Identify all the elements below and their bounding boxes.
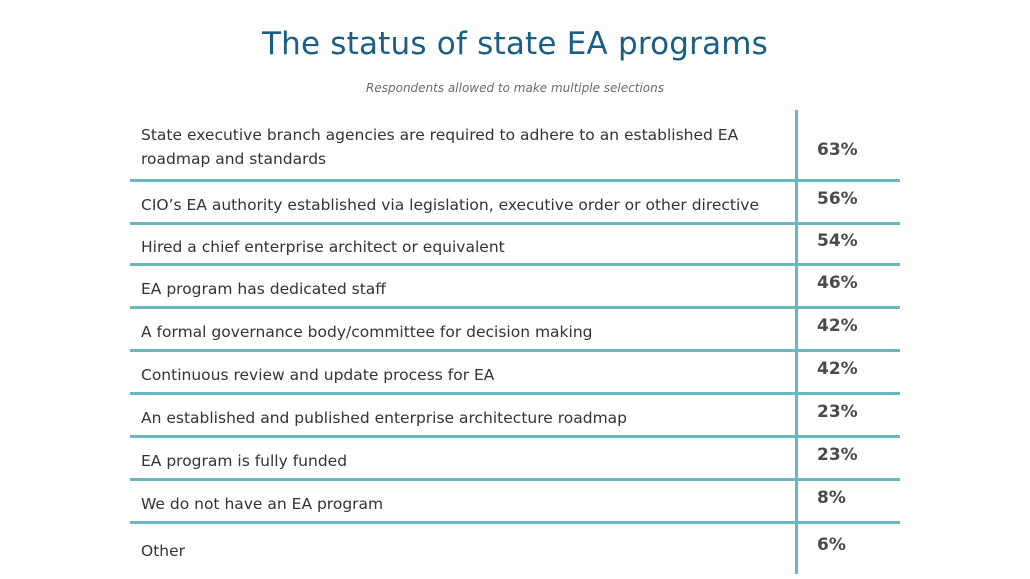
table-row bbox=[130, 308, 900, 351]
row-value: 23% bbox=[817, 401, 858, 422]
row-label: A formal governance body/committee for decision making bbox=[141, 322, 593, 341]
chart-subtitle: Respondents allowed to make multiple selections bbox=[366, 81, 664, 95]
row-label: We do not have an EA program bbox=[141, 494, 384, 513]
row-value: 8% bbox=[817, 487, 846, 508]
results-table bbox=[130, 110, 900, 574]
table-row bbox=[130, 437, 900, 480]
row-label: Other bbox=[141, 541, 186, 560]
row-label: EA program is fully funded bbox=[141, 451, 348, 470]
row-label: An established and published enterprise architecture roadmap bbox=[141, 408, 628, 427]
table-row bbox=[130, 394, 900, 437]
row-value: 6% bbox=[817, 534, 846, 555]
row-value: 42% bbox=[817, 358, 858, 379]
row-value: 54% bbox=[817, 230, 858, 251]
row-value: 46% bbox=[817, 272, 858, 293]
table-row bbox=[130, 523, 900, 574]
table-row bbox=[130, 265, 900, 308]
row-label: Continuous review and update process for EA bbox=[141, 365, 495, 384]
table-row bbox=[130, 181, 900, 224]
row-label: CIO’s EA authority established via legislation, executive order or other directive bbox=[141, 195, 760, 214]
row-label: Hired a chief enterprise architect or equivalent bbox=[141, 237, 505, 256]
row-value: 23% bbox=[817, 444, 858, 465]
table-row bbox=[130, 224, 900, 265]
row-value: 63% bbox=[817, 140, 858, 160]
table-row bbox=[130, 351, 900, 394]
row-label: EA program has dedicated staff bbox=[141, 279, 386, 298]
chart-title: The status of state EA programs bbox=[261, 26, 769, 62]
row-value: 56% bbox=[817, 188, 858, 209]
row-value: 42% bbox=[817, 315, 858, 336]
table-row bbox=[130, 480, 900, 523]
row-label: State executive branch agencies are required to adhere to an established EA roadmap and standards bbox=[141, 126, 739, 168]
table-row bbox=[130, 110, 900, 181]
